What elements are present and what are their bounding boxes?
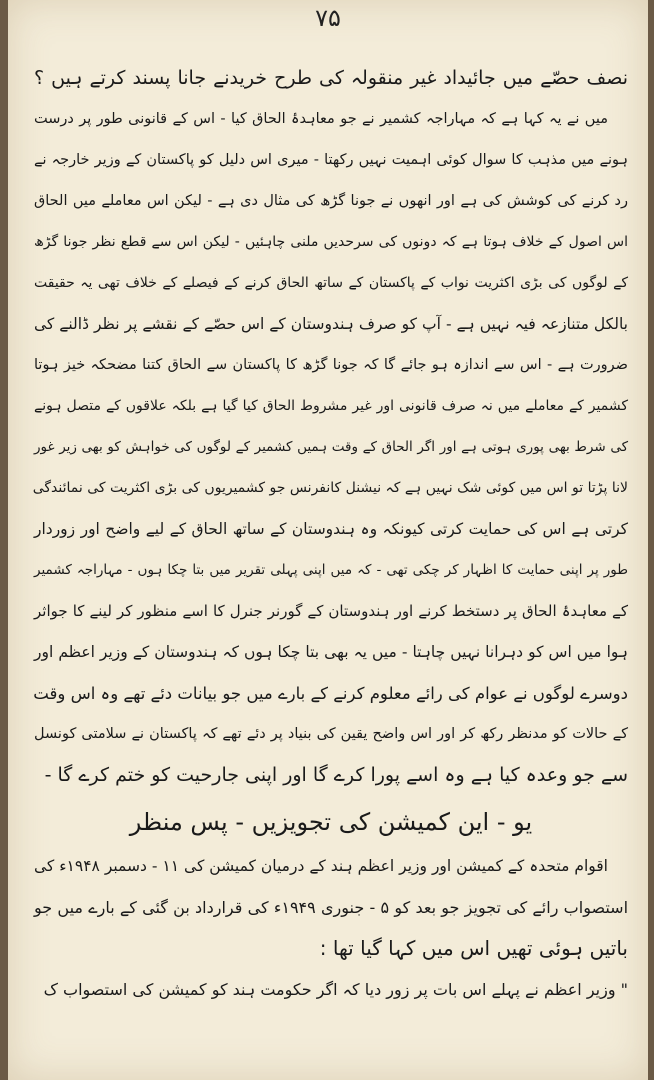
quote-line: " وزیر اعظم نے پہلے اس بات پر زور دیا کہ اگر حکومت ہند کو کمیشن کی استصواب ک: [43, 980, 628, 999]
text-line: ضرورت ہے - اس سے اندازہ ہو جائے گا کہ جونا گڑھ کا پاکستان سے الحاق کتنا مضحکہ خیز ہوتا: [34, 357, 628, 373]
text-line: رد کرنے کی کوشش کی ہے اور انھوں نے جونا گڑھ کی مثال دی ہے - لیکن اس معاملے میں الحاق: [34, 193, 628, 209]
page-number: ۷۵: [315, 4, 341, 32]
text-line: طور پر اپنی حمایت کا اظہار کر چکی تھی - کہ میں اپنی پہلی تقریر میں بتا چکا ہوں - مہاراجہ کشمیر: [34, 562, 628, 578]
body-text: [34, 58, 628, 1010]
text-line: سے جو وعدہ کیا ہے وہ اسے پورا کرے گا اور اپنی جارحیت کو ختم کرے گا -: [44, 764, 628, 786]
text-line: لانا پڑتا تو اس میں کوئی شک نہیں ہے کہ نیشنل کانفرنس جو کشمیریوں کی بڑی اکثریت کی نمائندگی: [32, 480, 628, 496]
text-line: اس اصول کے خلاف ہوتا ہے کہ دونوں کی سرحدیں ملنی چاہئیں - لیکن اس سے قطع نظر جونا گڑھ: [34, 234, 628, 250]
text-line: کے معاہدۂ الحاق پر دستخط کرنے اور ہندوستان کے گورنر جنرل کا اسے منظور کر لینے کا جواثر: [34, 602, 628, 620]
text-line: باتیں ہوئی تھیں اس میں کہا گیا تھا :: [319, 936, 628, 960]
text-line: اقوام متحدہ کے کمیشن اور وزیر اعظم ہند کے درمیان کمیشن کی ۱۱ - دسمبر ۱۹۴۸ء کی: [34, 857, 608, 875]
text-line: استصواب رائے کی تجویز جو بعد کو ۵ - جنوری ۱۹۴۹ء کی قرارداد بن گئی کے بارے میں جو: [34, 898, 629, 917]
book-page: [8, 0, 648, 1080]
text-line: میں نے یہ کہا ہے کہ مہاراجہ کشمیر نے جو معاہدۂ الحاق کیا - اس کے قانونی طور پر درست: [34, 111, 608, 127]
text-line: بالکل متنازعہ فیہ نہیں ہے - آپ کو صرف ہندوستان کے اس حصّے کے نقشے پر نظر ڈالنے کی: [34, 315, 628, 333]
section-heading: یو - این کمیشن کی تجویزیں - پس منظر: [129, 808, 533, 836]
text-line: کی شرط بھی پوری ہوتی ہے اور اگر الحاق کے وقت ہمیں کشمیر کے لوگوں کی خواہش کو بھی زیر غور: [34, 439, 628, 455]
text-line: کے حالات کو مدنظر رکھ کر اور اس واضح یقین کی بنیاد پر دئے تھے کہ پاکستان نے سلامتی کونسل: [34, 726, 628, 742]
text-line: کے لوگوں کی بڑی اکثریت نواب کے پاکستان کے ساتھ الحاق کرنے کے فیصلے کے خلاف تھی یہ حقیقت: [34, 275, 628, 291]
text-line: نصف حصّے میں جائیداد غیر منقولہ کی طرح خریدنے جانا پسند کرتے ہیں ؟: [34, 67, 628, 89]
text-line: ہونے میں مذہب کا سوال کوئی اہمیت نہیں رکھتا - میری اس دلیل کو پاکستان کے وزیر خارجہ نے: [34, 152, 628, 168]
text-line: ہوا میں اس کو دہرانا نہیں چاہتا - میں یہ بھی بتا چکا ہوں کہ ہندوستان کے وزیر اعظم اور: [34, 643, 628, 661]
text-line: کشمیر کے معاملے میں نہ صرف قانونی اور غیر مشروط الحاق کیا گیا ہے بلکہ علاقوں کے متصل ہونے: [34, 398, 628, 414]
text-line: دوسرے لوگوں نے عوام کی رائے معلوم کرنے کے بارے میں جو بیانات دئے تھے وہ اس وقت: [33, 684, 628, 703]
text-line: کرتی ہے اس کی حمایت کرتی کیونکہ وہ ہندوستان کے ساتھ الحاق کے لیے واضح اور زوردار: [34, 520, 628, 538]
